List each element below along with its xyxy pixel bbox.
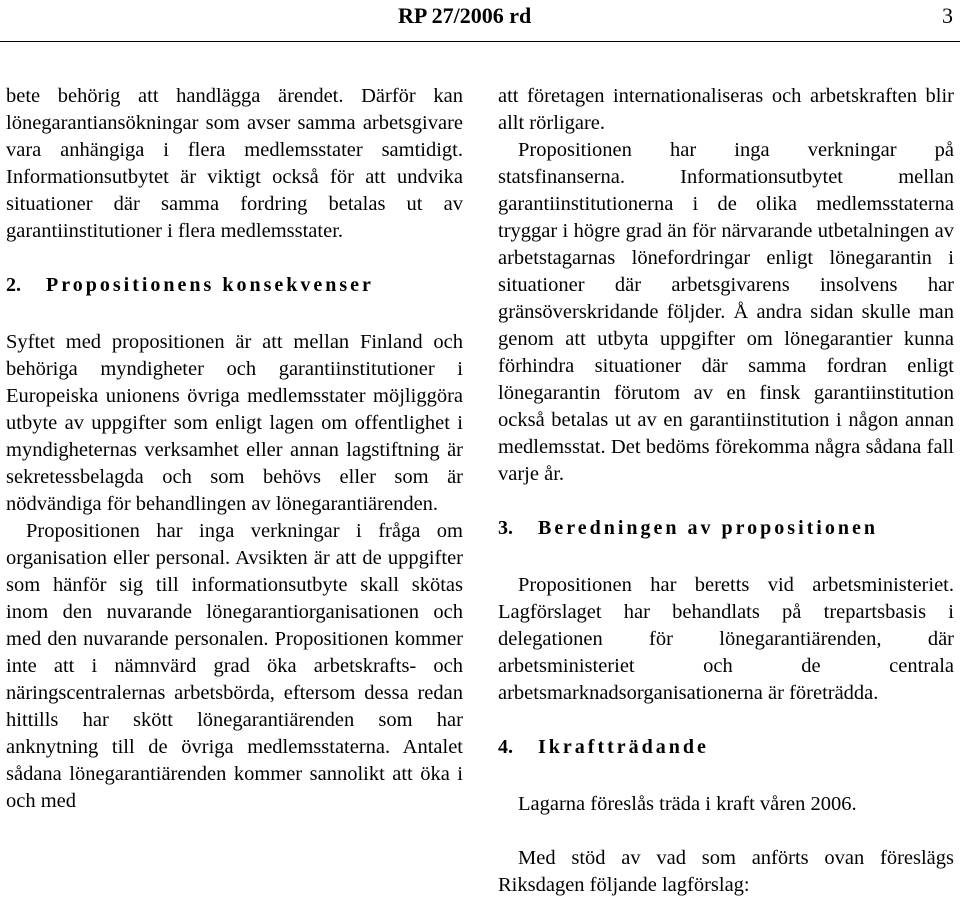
section-heading: [498, 734, 954, 761]
section-heading: [6, 272, 463, 299]
page-header: [0, 0, 960, 40]
paragraph: bete behörig att handlägga ärendet. Därför kan lönegarantiansökningar som avser samma arbetsgivare vara anhängiga i flera medlemsstater samtidigt. Informationsutbytet är viktigt också för att undvika situationer där samma fordring betalas ut av garantiinstitutioner i flera medlemsstater.: [6, 85, 463, 242]
section-number: 3.: [498, 517, 513, 539]
paragraph: att företagen internationaliseras och arbetskraften blir allt rörligare.: [498, 85, 954, 134]
section-title: Propositionens konsekvenser: [46, 274, 374, 296]
section-title: Ikraftträdande: [538, 736, 709, 758]
section-number: 2.: [6, 274, 21, 296]
paragraph: Propositionen har inga verkningar i fråga om organisation eller personal. Avsikten är att de uppgifter som hänför sig till informationsutbyte skall skötas inom den nuvarande lönegarantiorganisationen och med den nuvarande personalen. Propositionen kommer inte att i nämnvärd grad öka arbetskrafts- och näringscentralernas arbetsbörda, eftersom dessa redan hittills har skött lönegarantiärenden som har anknytning till de övriga medlemsstaterna. Antalet sådana lönegarantiärenden kommer sannolikt att öka i och med: [6, 520, 463, 812]
document-number: RP 27/2006 rd: [398, 3, 532, 28]
section-heading: [498, 515, 954, 542]
header-rule: [0, 41, 960, 42]
paragraph: Syftet med propositionen är att mellan Finland och behöriga myndigheter och garantiinstitutioner i Europeiska unionens övriga medlemsstater möjliggöra utbyte av uppgifter som enligt lagen om offentlighet i myndigheternas verksamhet eller annan lagstiftning är sekretessbelagda och som behövs eller som är nödvändiga för behandlingen av lönegarantiärenden.: [6, 331, 463, 515]
left-column: [6, 83, 463, 815]
paragraph: Lagarna föreslås träda i kraft våren 2006.: [518, 793, 857, 815]
section-number: 4.: [498, 736, 513, 758]
right-column: [498, 83, 954, 899]
page-number: 3: [942, 3, 953, 28]
paragraph: Med stöd av vad som anförts ovan föreslägs Riksdagen följande lagförslag:: [498, 847, 954, 896]
paragraph: Propositionen har beretts vid arbetsministeriet. Lagförslaget har behandlats på trepartsbasis i delegationen för lönegarantiärenden, där arbetsministeriet och de centrala arbetsmarknadsorganisationerna är företrädda.: [498, 574, 954, 704]
section-title: Beredningen av propositionen: [538, 517, 878, 539]
paragraph: Propositionen har inga verkningar på statsfinanserna. Informationsutbytet mellan garantiinstitutionerna i de olika medlemsstaterna tryggar i högre grad än för närvarande utbetalningen av arbetstagarnas lönefordringar enligt lönegarantin i situationer där arbetsgivarens insolvens har gränsöverskridande följder. Å andra sidan skulle man genom att utbyta uppgifter om lönegarantier kunna förhindra situationer där samma fordran enligt lönegarantin förutom av en finsk garantiinstitution också betalas ut av en garantiinstitution i någon annan medlemsstat. Det bedöms förekomma några sådana fall varje år.: [498, 139, 954, 485]
